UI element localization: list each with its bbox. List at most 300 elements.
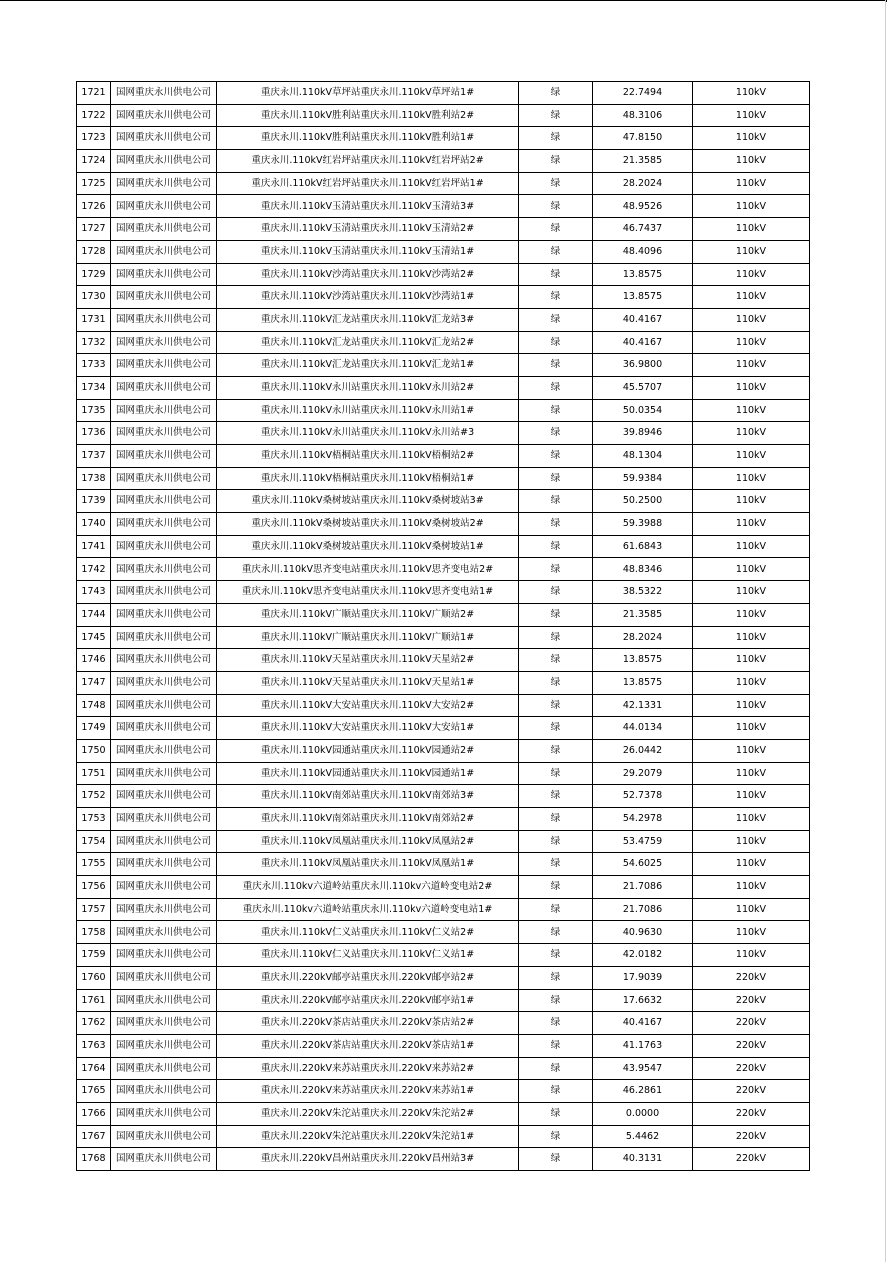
table-row bbox=[77, 717, 810, 740]
company-cell: 国网重庆永川供电公司 bbox=[111, 82, 217, 105]
substation-name-cell: 重庆永川.110kV草坪站重庆永川.110kV草坪站1# bbox=[217, 82, 519, 105]
substation-name-cell: 重庆永川.110kV仁义站重庆永川.110kV仁义站1# bbox=[217, 944, 519, 967]
substation-name-cell: 重庆永川.220kV朱沱站重庆永川.220kV朱沱站1# bbox=[217, 1125, 519, 1148]
substation-name-cell: 重庆永川.110kV凤凰站重庆永川.110kV凤凰站2# bbox=[217, 830, 519, 853]
value-cell: 50.2500 bbox=[593, 490, 693, 513]
row-number-cell: 1725 bbox=[77, 172, 111, 195]
status-color-cell: 绿 bbox=[519, 127, 593, 150]
voltage-cell: 220kV bbox=[693, 1012, 810, 1035]
value-cell: 61.6843 bbox=[593, 535, 693, 558]
value-cell: 53.4759 bbox=[593, 830, 693, 853]
substation-name-cell: 重庆永川.110kV胜利站重庆永川.110kV胜利站1# bbox=[217, 127, 519, 150]
status-color-cell: 绿 bbox=[519, 467, 593, 490]
voltage-cell: 110kV bbox=[693, 739, 810, 762]
row-number-cell: 1754 bbox=[77, 830, 111, 853]
status-color-cell: 绿 bbox=[519, 853, 593, 876]
company-cell: 国网重庆永川供电公司 bbox=[111, 1057, 217, 1080]
company-cell: 国网重庆永川供电公司 bbox=[111, 1148, 217, 1171]
substation-name-cell: 重庆永川.110kV园通站重庆永川.110kV园通站1# bbox=[217, 762, 519, 785]
voltage-cell: 220kV bbox=[693, 1080, 810, 1103]
row-number-cell: 1747 bbox=[77, 671, 111, 694]
row-number-cell: 1742 bbox=[77, 558, 111, 581]
status-color-cell: 绿 bbox=[519, 195, 593, 218]
value-cell: 13.8575 bbox=[593, 671, 693, 694]
status-color-cell: 绿 bbox=[519, 376, 593, 399]
company-cell: 国网重庆永川供电公司 bbox=[111, 944, 217, 967]
row-number-cell: 1721 bbox=[77, 82, 111, 105]
substation-name-cell: 重庆永川.110kV广顺站重庆永川.110kV广顺站2# bbox=[217, 603, 519, 626]
status-color-cell: 绿 bbox=[519, 445, 593, 468]
voltage-cell: 110kV bbox=[693, 808, 810, 831]
value-cell: 48.9526 bbox=[593, 195, 693, 218]
substation-name-cell: 重庆永川.110kV思齐变电站重庆永川.110kV思齐变电站2# bbox=[217, 558, 519, 581]
voltage-cell: 110kV bbox=[693, 626, 810, 649]
voltage-cell: 110kV bbox=[693, 218, 810, 241]
table-row bbox=[77, 1034, 810, 1057]
row-number-cell: 1750 bbox=[77, 739, 111, 762]
table-row bbox=[77, 513, 810, 536]
status-color-cell: 绿 bbox=[519, 399, 593, 422]
status-color-cell: 绿 bbox=[519, 240, 593, 263]
status-color-cell: 绿 bbox=[519, 989, 593, 1012]
company-cell: 国网重庆永川供电公司 bbox=[111, 966, 217, 989]
company-cell: 国网重庆永川供电公司 bbox=[111, 240, 217, 263]
row-number-cell: 1758 bbox=[77, 921, 111, 944]
substation-name-cell: 重庆永川.110kv六道岭站重庆永川.110kv六道岭变电站1# bbox=[217, 898, 519, 921]
value-cell: 42.0182 bbox=[593, 944, 693, 967]
voltage-cell: 110kV bbox=[693, 263, 810, 286]
table-row bbox=[77, 399, 810, 422]
row-number-cell: 1730 bbox=[77, 286, 111, 309]
substation-name-cell: 重庆永川.110kV红岩坪站重庆永川.110kV红岩坪站1# bbox=[217, 172, 519, 195]
company-cell: 国网重庆永川供电公司 bbox=[111, 422, 217, 445]
row-number-cell: 1728 bbox=[77, 240, 111, 263]
company-cell: 国网重庆永川供电公司 bbox=[111, 739, 217, 762]
value-cell: 38.5322 bbox=[593, 581, 693, 604]
company-cell: 国网重庆永川供电公司 bbox=[111, 376, 217, 399]
table-row bbox=[77, 762, 810, 785]
row-number-cell: 1753 bbox=[77, 808, 111, 831]
voltage-cell: 220kV bbox=[693, 1057, 810, 1080]
status-color-cell: 绿 bbox=[519, 535, 593, 558]
value-cell: 28.2024 bbox=[593, 172, 693, 195]
company-cell: 国网重庆永川供电公司 bbox=[111, 808, 217, 831]
company-cell: 国网重庆永川供电公司 bbox=[111, 626, 217, 649]
voltage-cell: 110kV bbox=[693, 853, 810, 876]
value-cell: 47.8150 bbox=[593, 127, 693, 150]
table-row bbox=[77, 376, 810, 399]
status-color-cell: 绿 bbox=[519, 876, 593, 899]
status-color-cell: 绿 bbox=[519, 308, 593, 331]
value-cell: 13.8575 bbox=[593, 263, 693, 286]
status-color-cell: 绿 bbox=[519, 1012, 593, 1035]
value-cell: 59.3988 bbox=[593, 513, 693, 536]
substation-name-cell: 重庆永川.110kV大安站重庆永川.110kV大安站2# bbox=[217, 694, 519, 717]
value-cell: 48.3106 bbox=[593, 104, 693, 127]
substation-name-cell: 重庆永川.110kV南郊站重庆永川.110kV南郊站3# bbox=[217, 785, 519, 808]
value-cell: 43.9547 bbox=[593, 1057, 693, 1080]
status-color-cell: 绿 bbox=[519, 1080, 593, 1103]
voltage-cell: 220kV bbox=[693, 1102, 810, 1125]
voltage-cell: 110kV bbox=[693, 150, 810, 173]
table-row bbox=[77, 853, 810, 876]
status-color-cell: 绿 bbox=[519, 263, 593, 286]
status-color-cell: 绿 bbox=[519, 717, 593, 740]
company-cell: 国网重庆永川供电公司 bbox=[111, 1080, 217, 1103]
voltage-cell: 110kV bbox=[693, 535, 810, 558]
substation-name-cell: 重庆永川.110kV桑树坡站重庆永川.110kV桑树坡站1# bbox=[217, 535, 519, 558]
value-cell: 28.2024 bbox=[593, 626, 693, 649]
table-row bbox=[77, 785, 810, 808]
value-cell: 46.7437 bbox=[593, 218, 693, 241]
voltage-cell: 110kV bbox=[693, 195, 810, 218]
substation-name-cell: 重庆永川.110kV玉清站重庆永川.110kV玉清站2# bbox=[217, 218, 519, 241]
voltage-cell: 110kV bbox=[693, 513, 810, 536]
company-cell: 国网重庆永川供电公司 bbox=[111, 490, 217, 513]
row-number-cell: 1755 bbox=[77, 853, 111, 876]
row-number-cell: 1737 bbox=[77, 445, 111, 468]
status-color-cell: 绿 bbox=[519, 490, 593, 513]
row-number-cell: 1736 bbox=[77, 422, 111, 445]
value-cell: 44.0134 bbox=[593, 717, 693, 740]
table-row bbox=[77, 694, 810, 717]
value-cell: 54.2978 bbox=[593, 808, 693, 831]
status-color-cell: 绿 bbox=[519, 218, 593, 241]
company-cell: 国网重庆永川供电公司 bbox=[111, 445, 217, 468]
company-cell: 国网重庆永川供电公司 bbox=[111, 603, 217, 626]
table-row bbox=[77, 1080, 810, 1103]
status-color-cell: 绿 bbox=[519, 808, 593, 831]
value-cell: 13.8575 bbox=[593, 649, 693, 672]
value-cell: 48.1304 bbox=[593, 445, 693, 468]
table-row bbox=[77, 558, 810, 581]
company-cell: 国网重庆永川供电公司 bbox=[111, 671, 217, 694]
voltage-cell: 110kV bbox=[693, 467, 810, 490]
status-color-cell: 绿 bbox=[519, 82, 593, 105]
substation-name-cell: 重庆永川.110kV大安站重庆永川.110kV大安站1# bbox=[217, 717, 519, 740]
voltage-cell: 110kV bbox=[693, 240, 810, 263]
status-color-cell: 绿 bbox=[519, 830, 593, 853]
voltage-cell: 110kV bbox=[693, 785, 810, 808]
company-cell: 国网重庆永川供电公司 bbox=[111, 150, 217, 173]
table-row bbox=[77, 82, 810, 105]
table-row bbox=[77, 830, 810, 853]
company-cell: 国网重庆永川供电公司 bbox=[111, 558, 217, 581]
substation-name-cell: 重庆永川.110kV园通站重庆永川.110kV园通站2# bbox=[217, 739, 519, 762]
voltage-cell: 110kV bbox=[693, 286, 810, 309]
value-cell: 21.7086 bbox=[593, 898, 693, 921]
table-row bbox=[77, 898, 810, 921]
substation-name-cell: 重庆永川.220kV昌州站重庆永川.220kV昌州站3# bbox=[217, 1148, 519, 1171]
substation-name-cell: 重庆永川.110kV红岩坪站重庆永川.110kV红岩坪站2# bbox=[217, 150, 519, 173]
status-color-cell: 绿 bbox=[519, 739, 593, 762]
voltage-cell: 110kV bbox=[693, 104, 810, 127]
table-row bbox=[77, 989, 810, 1012]
substation-name-cell: 重庆永川.110kV胜利站重庆永川.110kV胜利站2# bbox=[217, 104, 519, 127]
voltage-cell: 110kV bbox=[693, 830, 810, 853]
substation-name-cell: 重庆永川.110kV汇龙站重庆永川.110kV汇龙站3# bbox=[217, 308, 519, 331]
company-cell: 国网重庆永川供电公司 bbox=[111, 354, 217, 377]
table-row bbox=[77, 808, 810, 831]
value-cell: 48.8346 bbox=[593, 558, 693, 581]
company-cell: 国网重庆永川供电公司 bbox=[111, 467, 217, 490]
substation-name-cell: 重庆永川.110kV桑树坡站重庆永川.110kV桑树坡站2# bbox=[217, 513, 519, 536]
status-color-cell: 绿 bbox=[519, 1148, 593, 1171]
table-row bbox=[77, 535, 810, 558]
status-color-cell: 绿 bbox=[519, 513, 593, 536]
table-row bbox=[77, 308, 810, 331]
voltage-cell: 110kV bbox=[693, 694, 810, 717]
value-cell: 40.4167 bbox=[593, 308, 693, 331]
value-cell: 17.6632 bbox=[593, 989, 693, 1012]
row-number-cell: 1729 bbox=[77, 263, 111, 286]
company-cell: 国网重庆永川供电公司 bbox=[111, 785, 217, 808]
value-cell: 40.9630 bbox=[593, 921, 693, 944]
row-number-cell: 1722 bbox=[77, 104, 111, 127]
row-number-cell: 1751 bbox=[77, 762, 111, 785]
status-color-cell: 绿 bbox=[519, 172, 593, 195]
row-number-cell: 1733 bbox=[77, 354, 111, 377]
table-row bbox=[77, 671, 810, 694]
table-row bbox=[77, 1057, 810, 1080]
substation-name-cell: 重庆永川.110kV永川站重庆永川.110kV永川站#3 bbox=[217, 422, 519, 445]
table-row bbox=[77, 104, 810, 127]
company-cell: 国网重庆永川供电公司 bbox=[111, 989, 217, 1012]
substation-name-cell: 重庆永川.110kV仁义站重庆永川.110kV仁义站2# bbox=[217, 921, 519, 944]
company-cell: 国网重庆永川供电公司 bbox=[111, 717, 217, 740]
company-cell: 国网重庆永川供电公司 bbox=[111, 331, 217, 354]
value-cell: 45.5707 bbox=[593, 376, 693, 399]
substation-name-cell: 重庆永川.110kV梧桐站重庆永川.110kV梧桐站1# bbox=[217, 467, 519, 490]
status-color-cell: 绿 bbox=[519, 1102, 593, 1125]
company-cell: 国网重庆永川供电公司 bbox=[111, 535, 217, 558]
value-cell: 54.6025 bbox=[593, 853, 693, 876]
row-number-cell: 1761 bbox=[77, 989, 111, 1012]
value-cell: 21.3585 bbox=[593, 603, 693, 626]
table-row bbox=[77, 1102, 810, 1125]
substation-name-cell: 重庆永川.110kV南郊站重庆永川.110kV南郊站2# bbox=[217, 808, 519, 831]
value-cell: 50.0354 bbox=[593, 399, 693, 422]
table-row bbox=[77, 944, 810, 967]
voltage-cell: 110kV bbox=[693, 898, 810, 921]
company-cell: 国网重庆永川供电公司 bbox=[111, 172, 217, 195]
table-row bbox=[77, 739, 810, 762]
status-color-cell: 绿 bbox=[519, 694, 593, 717]
row-number-cell: 1735 bbox=[77, 399, 111, 422]
table-row bbox=[77, 490, 810, 513]
company-cell: 国网重庆永川供电公司 bbox=[111, 921, 217, 944]
status-color-cell: 绿 bbox=[519, 966, 593, 989]
table-row bbox=[77, 172, 810, 195]
substation-name-cell: 重庆永川.110kV桑树坡站重庆永川.110kV桑树坡站3# bbox=[217, 490, 519, 513]
substation-name-cell: 重庆永川.110kV汇龙站重庆永川.110kV汇龙站2# bbox=[217, 331, 519, 354]
voltage-cell: 220kV bbox=[693, 1148, 810, 1171]
substation-name-cell: 重庆永川.110kV玉清站重庆永川.110kV玉清站1# bbox=[217, 240, 519, 263]
voltage-cell: 110kV bbox=[693, 944, 810, 967]
row-number-cell: 1748 bbox=[77, 694, 111, 717]
value-cell: 36.9800 bbox=[593, 354, 693, 377]
company-cell: 国网重庆永川供电公司 bbox=[111, 762, 217, 785]
voltage-cell: 110kV bbox=[693, 671, 810, 694]
table-row bbox=[77, 581, 810, 604]
company-cell: 国网重庆永川供电公司 bbox=[111, 581, 217, 604]
row-number-cell: 1740 bbox=[77, 513, 111, 536]
value-cell: 26.0442 bbox=[593, 739, 693, 762]
company-cell: 国网重庆永川供电公司 bbox=[111, 308, 217, 331]
row-number-cell: 1763 bbox=[77, 1034, 111, 1057]
company-cell: 国网重庆永川供电公司 bbox=[111, 649, 217, 672]
status-color-cell: 绿 bbox=[519, 1034, 593, 1057]
row-number-cell: 1764 bbox=[77, 1057, 111, 1080]
voltage-cell: 220kV bbox=[693, 1125, 810, 1148]
voltage-cell: 110kV bbox=[693, 376, 810, 399]
substation-name-cell: 重庆永川.110kV天星站重庆永川.110kV天星站1# bbox=[217, 671, 519, 694]
row-number-cell: 1724 bbox=[77, 150, 111, 173]
voltage-cell: 220kV bbox=[693, 989, 810, 1012]
status-color-cell: 绿 bbox=[519, 762, 593, 785]
row-number-cell: 1745 bbox=[77, 626, 111, 649]
voltage-cell: 110kV bbox=[693, 127, 810, 150]
substation-name-cell: 重庆永川.110kV玉清站重庆永川.110kV玉清站3# bbox=[217, 195, 519, 218]
substation-name-cell: 重庆永川.110kV思齐变电站重庆永川.110kV思齐变电站1# bbox=[217, 581, 519, 604]
row-number-cell: 1732 bbox=[77, 331, 111, 354]
table-row bbox=[77, 445, 810, 468]
row-number-cell: 1752 bbox=[77, 785, 111, 808]
table-row bbox=[77, 649, 810, 672]
status-color-cell: 绿 bbox=[519, 785, 593, 808]
substation-table bbox=[76, 81, 810, 1171]
voltage-cell: 110kV bbox=[693, 558, 810, 581]
value-cell: 40.4167 bbox=[593, 1012, 693, 1035]
voltage-cell: 110kV bbox=[693, 649, 810, 672]
value-cell: 0.0000 bbox=[593, 1102, 693, 1125]
substation-name-cell: 重庆永川.220kV朱沱站重庆永川.220kV朱沱站2# bbox=[217, 1102, 519, 1125]
row-number-cell: 1723 bbox=[77, 127, 111, 150]
status-color-cell: 绿 bbox=[519, 898, 593, 921]
row-number-cell: 1762 bbox=[77, 1012, 111, 1035]
voltage-cell: 110kV bbox=[693, 445, 810, 468]
status-color-cell: 绿 bbox=[519, 1057, 593, 1080]
table-row bbox=[77, 286, 810, 309]
row-number-cell: 1760 bbox=[77, 966, 111, 989]
status-color-cell: 绿 bbox=[519, 558, 593, 581]
table-row bbox=[77, 195, 810, 218]
substation-name-cell: 重庆永川.110kV广顺站重庆永川.110kV广顺站1# bbox=[217, 626, 519, 649]
value-cell: 21.7086 bbox=[593, 876, 693, 899]
table-row bbox=[77, 966, 810, 989]
row-number-cell: 1734 bbox=[77, 376, 111, 399]
value-cell: 21.3585 bbox=[593, 150, 693, 173]
status-color-cell: 绿 bbox=[519, 422, 593, 445]
substation-name-cell: 重庆永川.110kv六道岭站重庆永川.110kv六道岭变电站2# bbox=[217, 876, 519, 899]
substation-name-cell: 重庆永川.110kV天星站重庆永川.110kV天星站2# bbox=[217, 649, 519, 672]
substation-name-cell: 重庆永川.220kV邮亭站重庆永川.220kV邮亭站1# bbox=[217, 989, 519, 1012]
table-row bbox=[77, 354, 810, 377]
row-number-cell: 1727 bbox=[77, 218, 111, 241]
value-cell: 29.2079 bbox=[593, 762, 693, 785]
voltage-cell: 110kV bbox=[693, 172, 810, 195]
row-number-cell: 1726 bbox=[77, 195, 111, 218]
status-color-cell: 绿 bbox=[519, 921, 593, 944]
voltage-cell: 110kV bbox=[693, 331, 810, 354]
value-cell: 41.1763 bbox=[593, 1034, 693, 1057]
status-color-cell: 绿 bbox=[519, 1125, 593, 1148]
voltage-cell: 110kV bbox=[693, 581, 810, 604]
voltage-cell: 220kV bbox=[693, 966, 810, 989]
row-number-cell: 1741 bbox=[77, 535, 111, 558]
status-color-cell: 绿 bbox=[519, 150, 593, 173]
company-cell: 国网重庆永川供电公司 bbox=[111, 1034, 217, 1057]
value-cell: 52.7378 bbox=[593, 785, 693, 808]
value-cell: 40.4167 bbox=[593, 331, 693, 354]
row-number-cell: 1768 bbox=[77, 1148, 111, 1171]
page-right-edge bbox=[885, 0, 886, 1262]
value-cell: 5.4462 bbox=[593, 1125, 693, 1148]
row-number-cell: 1766 bbox=[77, 1102, 111, 1125]
page-top-border bbox=[0, 0, 887, 2]
voltage-cell: 110kV bbox=[693, 354, 810, 377]
company-cell: 国网重庆永川供电公司 bbox=[111, 898, 217, 921]
status-color-cell: 绿 bbox=[519, 649, 593, 672]
status-color-cell: 绿 bbox=[519, 354, 593, 377]
value-cell: 59.9384 bbox=[593, 467, 693, 490]
voltage-cell: 110kV bbox=[693, 399, 810, 422]
substation-name-cell: 重庆永川.110kV汇龙站重庆永川.110kV汇龙站1# bbox=[217, 354, 519, 377]
company-cell: 国网重庆永川供电公司 bbox=[111, 1102, 217, 1125]
value-cell: 17.9039 bbox=[593, 966, 693, 989]
row-number-cell: 1738 bbox=[77, 467, 111, 490]
value-cell: 22.7494 bbox=[593, 82, 693, 105]
substation-name-cell: 重庆永川.110kV梧桐站重庆永川.110kV梧桐站2# bbox=[217, 445, 519, 468]
company-cell: 国网重庆永川供电公司 bbox=[111, 399, 217, 422]
company-cell: 国网重庆永川供电公司 bbox=[111, 694, 217, 717]
substation-name-cell: 重庆永川.220kV茶店站重庆永川.220kV茶店站1# bbox=[217, 1034, 519, 1057]
substation-name-cell: 重庆永川.110kV永川站重庆永川.110kV永川站2# bbox=[217, 376, 519, 399]
voltage-cell: 110kV bbox=[693, 490, 810, 513]
substation-name-cell: 重庆永川.110kV沙湾站重庆永川.110kV沙湾站2# bbox=[217, 263, 519, 286]
row-number-cell: 1759 bbox=[77, 944, 111, 967]
voltage-cell: 110kV bbox=[693, 603, 810, 626]
table-row bbox=[77, 263, 810, 286]
table-row bbox=[77, 150, 810, 173]
table-row bbox=[77, 626, 810, 649]
substation-name-cell: 重庆永川.220kV茶店站重庆永川.220kV茶店站2# bbox=[217, 1012, 519, 1035]
company-cell: 国网重庆永川供电公司 bbox=[111, 218, 217, 241]
status-color-cell: 绿 bbox=[519, 286, 593, 309]
status-color-cell: 绿 bbox=[519, 581, 593, 604]
table-row bbox=[77, 921, 810, 944]
company-cell: 国网重庆永川供电公司 bbox=[111, 127, 217, 150]
voltage-cell: 110kV bbox=[693, 308, 810, 331]
row-number-cell: 1756 bbox=[77, 876, 111, 899]
company-cell: 国网重庆永川供电公司 bbox=[111, 513, 217, 536]
company-cell: 国网重庆永川供电公司 bbox=[111, 876, 217, 899]
status-color-cell: 绿 bbox=[519, 944, 593, 967]
voltage-cell: 110kV bbox=[693, 921, 810, 944]
company-cell: 国网重庆永川供电公司 bbox=[111, 1125, 217, 1148]
substation-name-cell: 重庆永川.220kV来苏站重庆永川.220kV来苏站2# bbox=[217, 1057, 519, 1080]
table-row bbox=[77, 218, 810, 241]
table-row bbox=[77, 127, 810, 150]
voltage-cell: 110kV bbox=[693, 422, 810, 445]
table-row bbox=[77, 1012, 810, 1035]
table-body bbox=[77, 82, 810, 1171]
table-row bbox=[77, 240, 810, 263]
table-row bbox=[77, 422, 810, 445]
voltage-cell: 110kV bbox=[693, 762, 810, 785]
status-color-cell: 绿 bbox=[519, 603, 593, 626]
company-cell: 国网重庆永川供电公司 bbox=[111, 195, 217, 218]
